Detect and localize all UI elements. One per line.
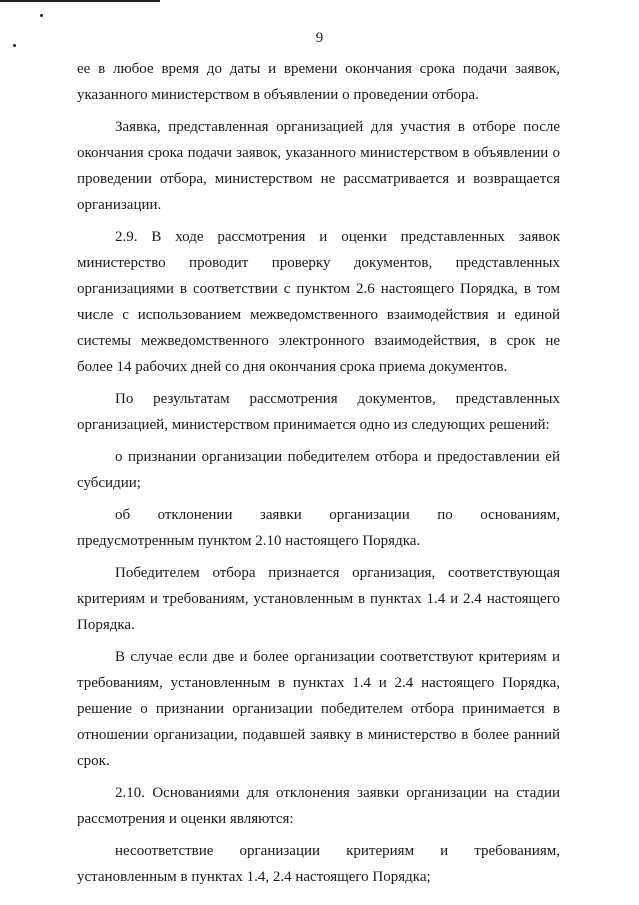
paragraph: Заявка, представленная организацией для участия в отборе после окончания срока подачи заявок, указанного министерством в объявлении о проведении отбора, министерством не рассматривается и возвращается организации. bbox=[77, 119, 560, 213]
scan-edge-line bbox=[0, 0, 160, 2]
paragraph: 2.10. Основаниями для отклонения заявки организации на стадии рассмотрения и оценки являются: bbox=[77, 785, 560, 827]
page-number: 9 bbox=[315, 30, 324, 46]
paragraph: ее в любое время до даты и времени окончания срока подачи заявок, указанного министерством в объявлении о проведении отбора. bbox=[77, 61, 560, 103]
scan-speck bbox=[40, 14, 43, 17]
paragraph: о признании организации победителем отбора и предоставлении ей субсидии; bbox=[77, 449, 560, 491]
paragraph: Победителем отбора признается организация, соответствующая критериям и требованиям, установленным в пунктах 1.4 и 2.4 настоящего Порядка. bbox=[77, 565, 560, 633]
paragraph: несоответствие организации критериям и требованиям, установленным в пунктах 1.4, 2.4 настоящего Порядка; bbox=[77, 843, 560, 885]
paragraph: По результатам рассмотрения документов, представленных организацией, министерством принимается одно из следующих решений: bbox=[77, 391, 560, 433]
paragraph: об отклонении заявки организации по основаниям, предусмотренным пунктом 2.10 настоящего Порядка. bbox=[77, 507, 560, 549]
paragraph: В случае если две и более организации соответствуют критериям и требованиям, установленным в пунктах 1.4 и 2.4 настоящего Порядка, решение о признании организации победителем отбора принимается в отношении организации, подавшей заявку в министерство в более ранний срок. bbox=[77, 649, 560, 769]
paragraph: 2.9. В ходе рассмотрения и оценки представленных заявок министерство проводит проверку документов, представленных организациями в соответствии с пунктом 2.6 настоящего Порядка, в том числе с использованием межведомственного взаимодействия и единой системы межведомственного электронного взаимодействия, в срок не более 14 рабочих дней со дня окончания срока приема документов. bbox=[77, 229, 560, 375]
document-body bbox=[77, 56, 560, 896]
